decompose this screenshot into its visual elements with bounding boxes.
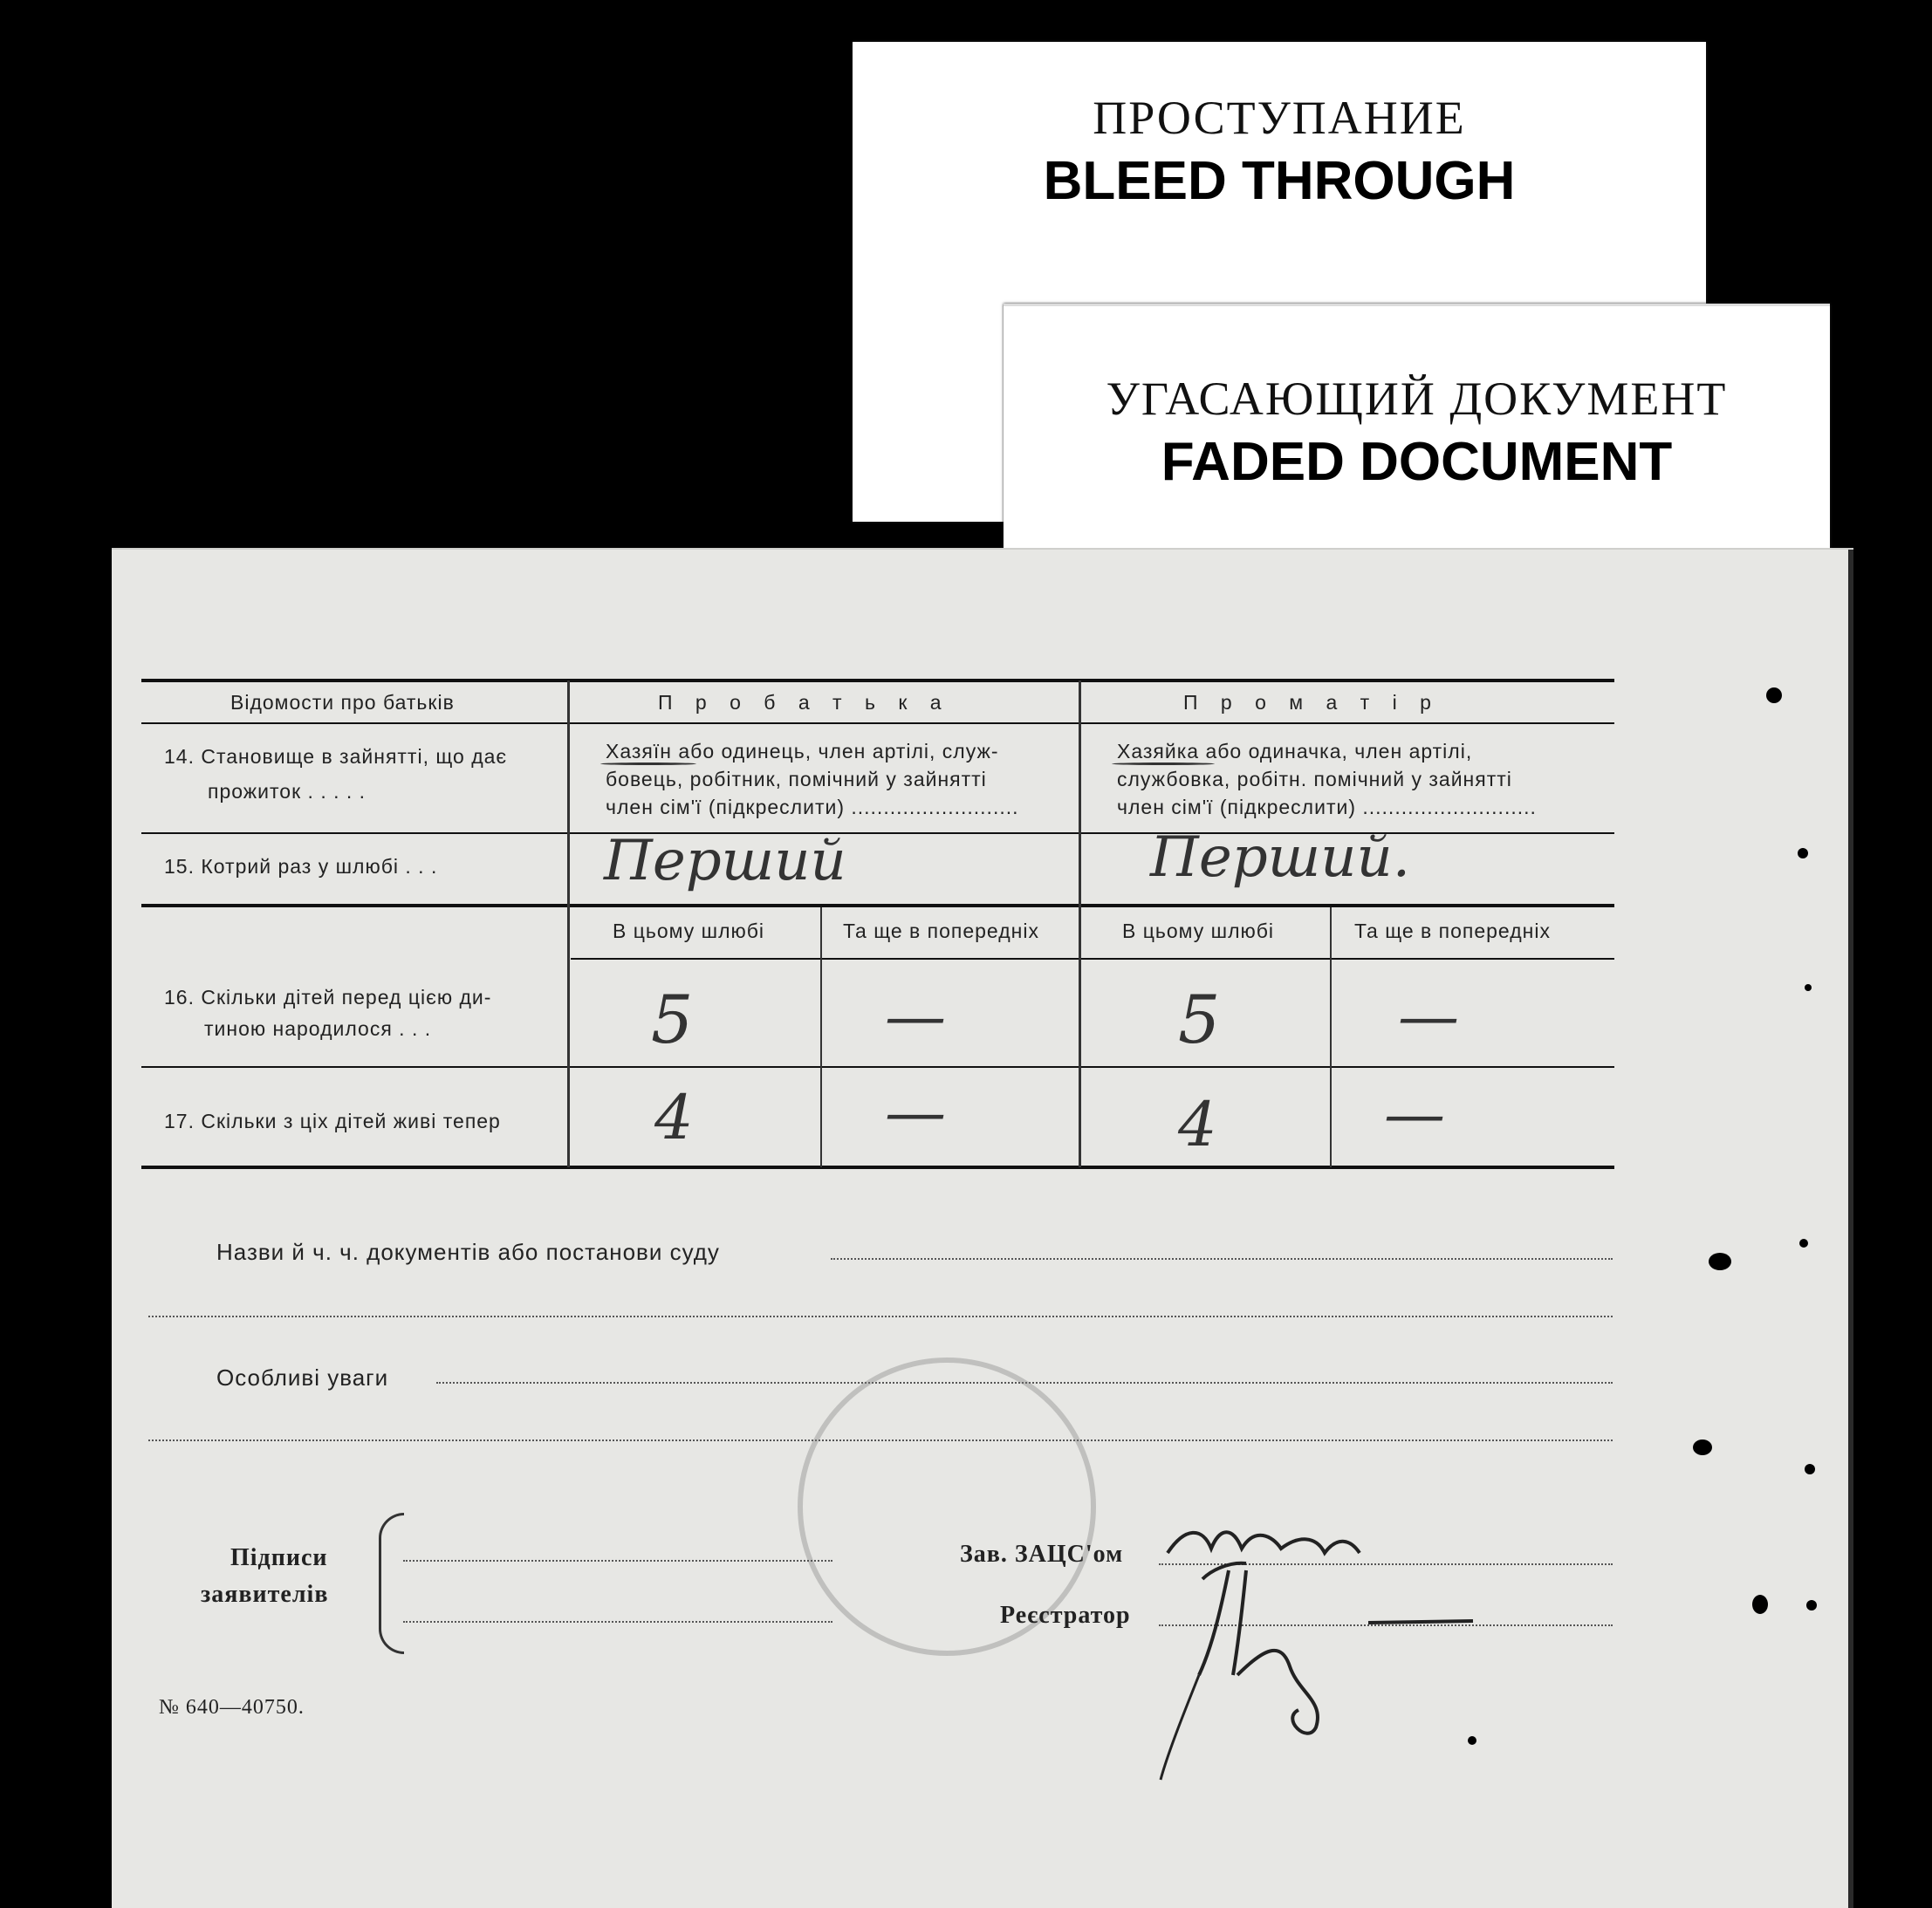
row14-mother-line2: службовка, робітн. помічний у зайнятті xyxy=(1117,768,1512,790)
father-underline-mark xyxy=(600,763,696,765)
subheader-mother-this: В цьому шлюбі xyxy=(1122,920,1275,942)
table-bottom-rule xyxy=(141,1166,1614,1169)
documents-label: Назви й ч. ч. документів або постанови суду xyxy=(216,1239,720,1265)
table-header-rule xyxy=(141,722,1614,724)
row15-father-value: Перший xyxy=(604,829,846,893)
row17-label: 17. Скільки з ціх дітей живі тепер xyxy=(164,1110,501,1132)
registration-form-page xyxy=(112,548,1853,1908)
row17-mother-this: 4 xyxy=(1178,1089,1217,1160)
row14-label: 14. Становище в зайнятті, що дає xyxy=(164,745,508,768)
row17-father-this: 4 xyxy=(654,1082,694,1153)
binding-hole xyxy=(1798,848,1808,858)
row14-father-line3: член сім'ї (підкреслити) .......................... xyxy=(606,796,1019,818)
row14-father-line1: Хазяїн або одинець, член артілі, служ- xyxy=(606,740,999,763)
binding-hole xyxy=(1806,1600,1817,1611)
binding-hole xyxy=(1805,1464,1815,1474)
table-divider-1 xyxy=(567,680,570,1167)
documents-line-2 xyxy=(148,1316,1613,1317)
signatures-label: Підписи xyxy=(230,1544,328,1571)
row16-mother-prev: — xyxy=(1398,981,1459,1052)
header-about-father: П р о б а т ь к а xyxy=(658,691,950,714)
signatures-brace xyxy=(379,1513,404,1654)
handwritten-signatures xyxy=(1150,1501,1604,1797)
subheader-mother-previous: Та ще в попередніх xyxy=(1354,920,1551,942)
mother-underline-mark xyxy=(1112,763,1215,765)
table-divider-2 xyxy=(1079,680,1081,1167)
binding-hole xyxy=(1766,687,1782,703)
row14-mother-line3: член сім'ї (підкреслити) ........................... xyxy=(1117,796,1537,818)
row14-mother-line1: Хазяйка або одиначка, член артілі, xyxy=(1117,740,1473,763)
subheader-father-this: В цьому шлюбі xyxy=(613,920,765,942)
row14-father-line2: бовець, робітник, помічний у зайнятті xyxy=(606,768,987,790)
faded-document-ru: УГАСАЮЩИЙ ДОКУМЕНТ xyxy=(1106,373,1728,425)
bleed-through-en: BLEED THROUGH xyxy=(1043,151,1516,211)
form-number: № 640—40750. xyxy=(159,1696,305,1719)
remarks-label: Особливі уваги xyxy=(216,1364,389,1391)
row16-mother-this: 5 xyxy=(1178,981,1221,1058)
documents-line xyxy=(831,1258,1613,1260)
faded-document-card xyxy=(1004,304,1830,561)
row16-father-this: 5 xyxy=(651,981,694,1058)
faded-document-en: FADED DOCUMENT xyxy=(1161,432,1673,492)
subheader-father-previous: Та ще в попередніх xyxy=(843,920,1039,942)
table-divider-father-sub xyxy=(820,907,822,1167)
subheader-rule xyxy=(571,958,1614,960)
table-divider-mother-sub xyxy=(1330,907,1332,1167)
row14-label-cont: прожиток . . . . . xyxy=(208,780,367,803)
registrar-label: Реєстратор xyxy=(1000,1602,1131,1629)
signatures-label-cont: заявителів xyxy=(201,1581,329,1608)
binding-hole xyxy=(1693,1440,1712,1455)
row16-label-cont: тиною народилося . . . xyxy=(204,1017,432,1040)
header-parents-info: Відомости про батьків xyxy=(230,691,455,714)
row16-rule xyxy=(141,1066,1614,1068)
row15-rule xyxy=(141,904,1614,907)
binding-hole xyxy=(1709,1253,1731,1270)
row16-label: 16. Скільки дітей перед цією ди- xyxy=(164,986,492,1009)
row17-mother-prev: — xyxy=(1384,1078,1445,1150)
header-about-mother: П р о м а т і р xyxy=(1183,691,1440,714)
binding-hole xyxy=(1752,1595,1768,1614)
row15-label: 15. Котрий раз у шлюбі . . . xyxy=(164,855,438,878)
binding-hole xyxy=(1799,1239,1808,1248)
head-zags-label: Зав. ЗАЦС'ом xyxy=(960,1541,1124,1568)
row17-father-prev: — xyxy=(885,1077,946,1148)
binding-hole xyxy=(1805,984,1812,991)
row16-father-prev: — xyxy=(885,981,946,1052)
applicant-signature-line-2 xyxy=(403,1621,832,1623)
binding-hole xyxy=(1468,1736,1476,1745)
applicant-signature-line-1 xyxy=(403,1560,832,1562)
bleed-through-ru: ПРОСТУПАНИЕ xyxy=(1093,92,1466,144)
row15-mother-value: Перший. xyxy=(1150,825,1411,890)
table-top-rule xyxy=(141,679,1614,682)
